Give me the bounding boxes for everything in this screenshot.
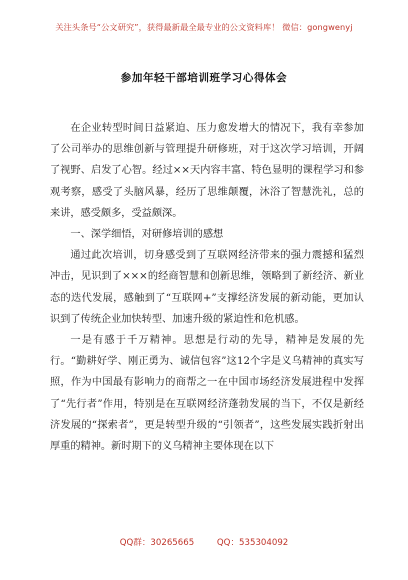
body-paragraph: 通过此次培训，切身感受到了互联网经济带来的强力震撼和猛烈冲击，见识到了×××的经商智慧和创新思维，领略到了新经济、新业态的迭代发展，感触到了“互联网+”支撑经济发展的新动能，更加认识到了传统企业加快转型、加速升级的紧迫性和危机感。 [50,250,364,325]
footer-qq-group: QQ群：30265665 [119,538,195,548]
body-paragraph: 一是有感于千万精神。思想是行动的先导，精神是发展的先行。“勤耕好学、刚正勇为、诚信包容”这12个字是义乌精神的真实写照，作为中国最有影响力的商帮之一在中国市场经济发展进程中发挥了“先行者”作用，特别是在互联网经济蓬勃发展的当下，不仅是新经济发展的“探索者”，更是转型升级的“引领者”，这些发展实践折射出厚重的精神。新时期下的义乌精神主要体现在以下 [50,335,364,453]
document-title: 参加年轻干部培训班学习心得体会 [120,72,288,84]
section-heading: 一、深学细悟，对研修培训的感想 [70,229,224,241]
body-paragraph: 在企业转型时间日益紧迫、压力愈发增大的情况下，我有幸参加了公司举办的思维创新与管理提升研修班，对于这次学习培训，开阔了视野、启发了心智。经过××天内容丰富、特色显明的课程学习和参观考察，感受了头脑风暴，经历了思维颠覆，沐浴了智慧洗礼，总的来讲，感受颇多，受益颇深。 [50,123,364,219]
footer-qq: QQ：535304092 [216,538,289,548]
header-promo-note: 关注头条号“公文研究”，获得最新最全最专业的公文资料库！ 微信：gongwenyj [55,22,353,32]
footer-contact [0,536,408,548]
document-body [50,118,364,457]
